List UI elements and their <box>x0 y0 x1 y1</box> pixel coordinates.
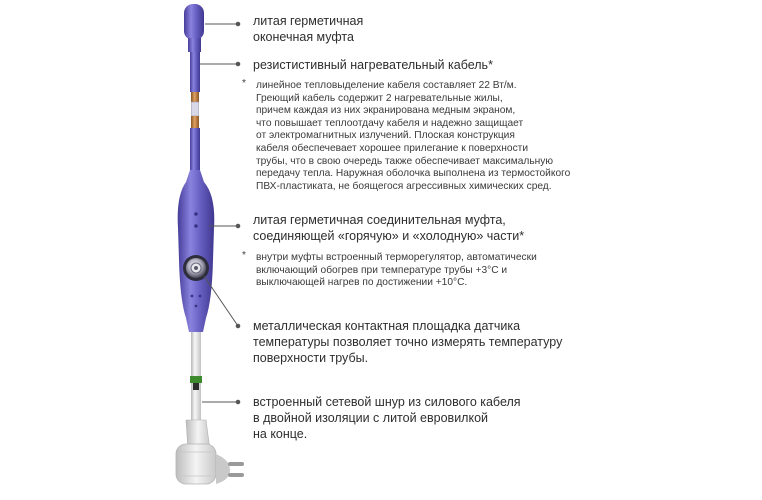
label-power-cord: встроенный сетевой шнур из силового кабеля в двойной изоляции с литой евровилкой на конце. <box>253 395 521 441</box>
leader-dot-sensor-pad <box>236 324 240 328</box>
label-heating-cable: резистистивный нагревательный кабель* <box>253 58 493 72</box>
note-joint-coupling: внутри муфты встроенный терморегулятор, автоматически включающий обогрев при температуре трубы +3°C и выключающей нагрев по достижении +10°C. <box>256 252 537 289</box>
label-joint-coupling: литая герметичная соединительная муфта, соединяющей «горячую» и «холодную» части* <box>253 213 525 243</box>
label-sensor-pad: металлическая контактная площадка датчика температуры позволяет точно измерять температуру поверхности трубы. <box>253 319 563 365</box>
leader-dot-power-cord <box>236 400 240 404</box>
footnote-marker-cable: * <box>242 78 246 89</box>
leader-dot-joint-coupling <box>236 224 240 228</box>
leader-dot-heating-cable <box>236 62 240 66</box>
euro-plug <box>176 420 244 484</box>
label-end-coupling: литая герметичная оконечная муфта <box>253 14 364 44</box>
end-coupling <box>184 4 204 52</box>
leader-dot-end-coupling <box>236 22 240 26</box>
footnote-marker-coupling: * <box>242 250 246 261</box>
heating-cable <box>190 52 200 170</box>
joint-coupling <box>178 170 215 332</box>
note-heating-cable: линейное тепловыделение кабеля составляет 22 Вт/м. Греющий кабель содержит 2 нагревательные жилы, причем каждая из них экранирована медным экраном, что повышает теплоотдачу кабеля и надежно защищает от электромагнитных излучений. Плоская конструкция кабеля обеспечевает хорошее прилегание к поверхности трубы, что в свою очередь также обеспечивает максимальную передачу тепла. Наружная оболочка выполнена из термостойкого ПВХ-пластиката, не боящегося агрессивных химических сред. <box>256 80 571 192</box>
power-cord <box>190 332 202 422</box>
